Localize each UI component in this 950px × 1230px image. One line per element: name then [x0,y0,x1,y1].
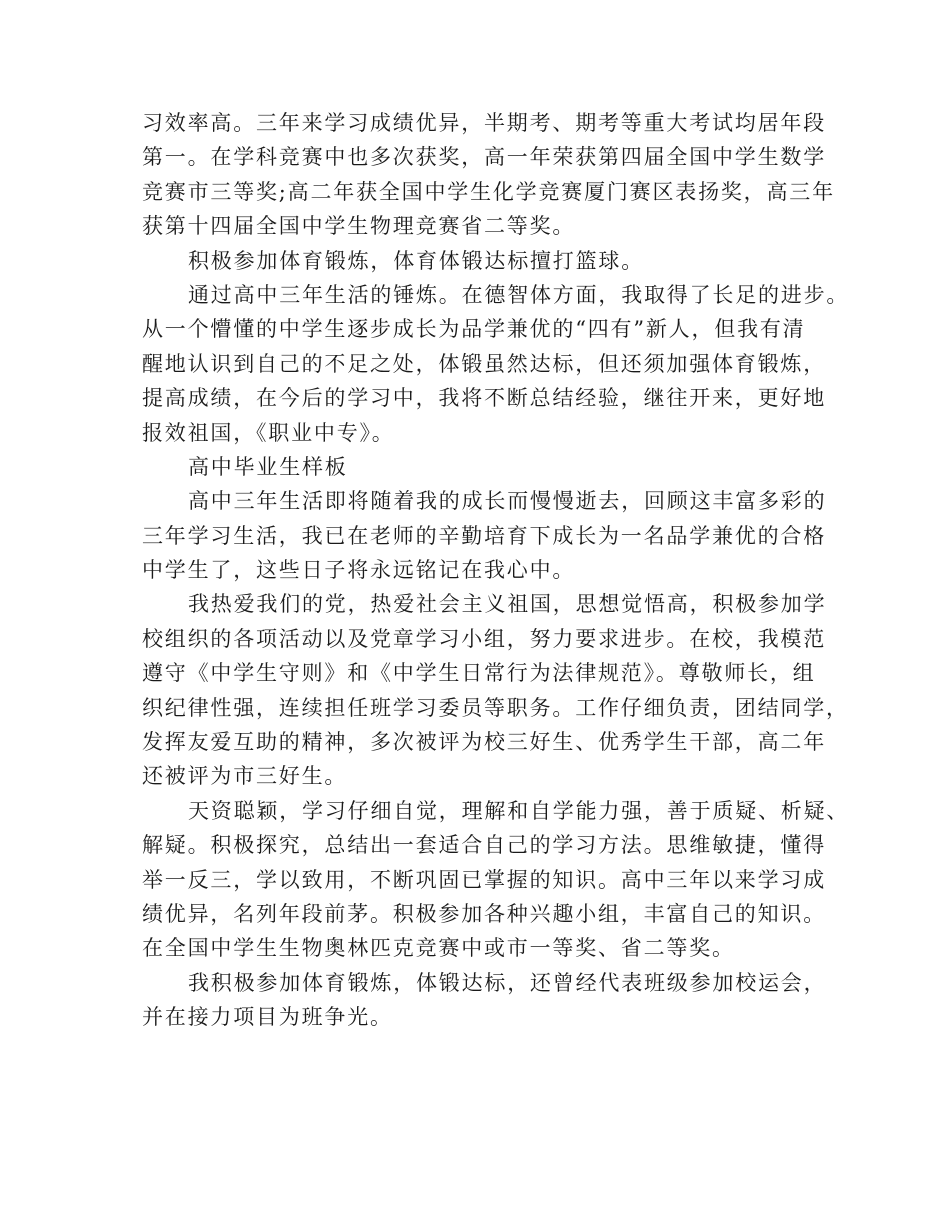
text-line: 第一。在学科竞赛中也多次获奖，高一年荣获第四届全国中学生数学 [142,145,826,170]
text-line: 天资聪颖，学习仔细自觉，理解和自学能力强，善于质疑、析疑、 [188,798,850,823]
text-line: 遵守《中学生守则》和《中学生日常行为法律规范》。尊敬师长，组 [142,661,816,686]
text-line: 醒地认识到自己的不足之处，体锻虽然达标，但还须加强体育锻炼， [142,351,826,376]
text-line: 高中三年生活即将随着我的成长而慢慢逝去，回顾这丰富多彩的 [188,489,827,514]
text-line: 绩优异，名列年段前茅。积极参加各种兴趣小组，丰富自己的知识。 [142,901,826,926]
text-line: 积极参加体育锻炼，体育体锻达标擅打篮球。 [188,248,644,273]
text-line: 报效祖国，《职业中专》。 [142,420,395,445]
text-line: 获第十四届全国中学生物理竞赛省二等奖。 [142,214,576,239]
text-line: 解疑。积极探究，总结出一套适合自己的学习方法。思维敏捷，懂得 [142,833,826,858]
text-line: 高中毕业生样板 [188,454,348,479]
text-line: 还被评为市三好生。 [142,764,348,789]
text-line: 通过高中三年生活的锤炼。在德智体方面，我取得了长足的进步。 [188,282,850,307]
text-line: 发挥友爱互助的精神，多次被评为校三好生、优秀学生干部，高二年 [142,730,826,755]
text-line: 习效率高。三年来学习成绩优异，半期考、期考等重大考试均居年段 [142,111,826,135]
text-line: 举一反三，学以致用，不断巩固已掌握的知识。高中三年以来学习成 [142,867,826,892]
text-line: 从一个懵懂的中学生逐步成长为品学兼优的“四有”新人，但我有清 [142,317,806,342]
text-line: 提高成绩，在今后的学习中，我将不断总结经验，继往开来，更好地 [142,386,826,411]
text-line: 三年学习生活，我已在老师的辛勤培育下成长为一名品学兼优的合格 [142,523,826,548]
text-line: 在全国中学生生物奥林匹克竞赛中或市一等奖、省二等奖。 [142,936,735,961]
text-line: 我热爱我们的党，热爱社会主义祖国，思想觉悟高，积极参加学 [188,592,827,617]
text-line: 并在接力项目为班争光。 [142,1005,393,1030]
text-line: 竞赛市三等奖;高二年获全国中学生化学竞赛厦门赛区表扬奖，高三年 [142,179,835,204]
document-body [142,106,850,1035]
text-line: 中学生了，这些日子将永远铭记在我心中。 [142,558,576,583]
text-line: 织纪律性强，连续担任班学习委员等职务。工作仔细负责，团结同学， [142,695,849,720]
text-line: 校组织的各项活动以及党章学习小组，努力要求进步。在校，我模范 [142,626,826,651]
text-line: 我积极参加体育锻炼，体锻达标，还曾经代表班级参加校运会， [188,970,827,995]
